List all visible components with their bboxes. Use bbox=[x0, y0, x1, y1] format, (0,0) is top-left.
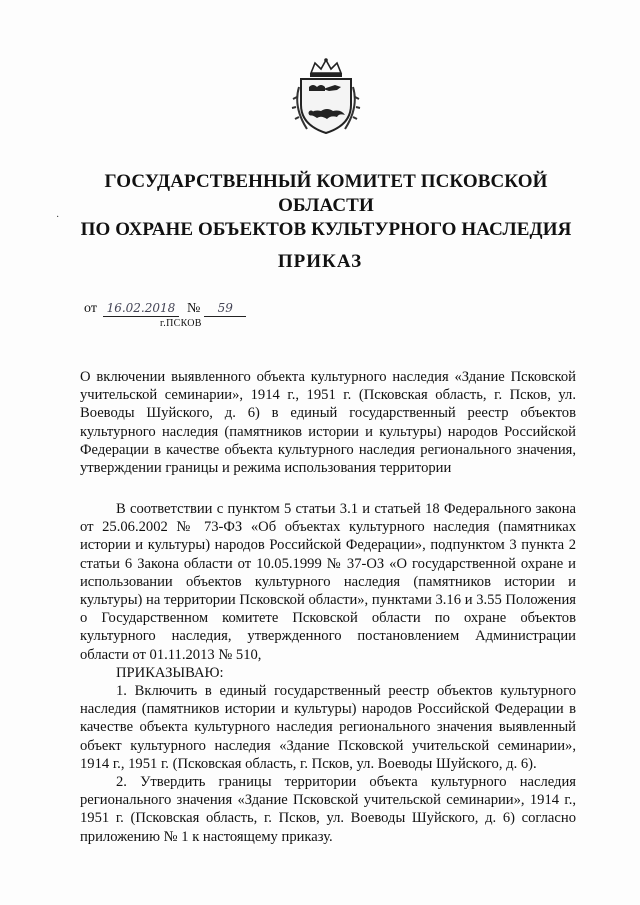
scan-speck: · bbox=[56, 212, 60, 223]
order-item-1: 1. Включить в единый государственный реестр объектов культурного наследия (памятников истории и культуры) народов Российской Федерации в качестве объекта культурного наследия регионального значения выявленный объект культурного наследия «Здание Псковской учительской семинарии», 1914 г., 1951 г. (Псковская область, г. Псков, ул. Воеводы Шуйского, д. 6). bbox=[80, 683, 576, 772]
preamble-paragraph: В соответствии с пунктом 5 статьи 3.1 и статьей 18 Федерального закона от 25.06.2002 № 73-ФЗ «Об объектах культурного наследия (памятниках истории и культуры) народов Российской Федерации», подпунктом 3 пункта 2 статьи 6 Закона области от 10.05.1999 № 37-ОЗ «О государственной охране и использовании объектов культурного наследия (памятников истории и культуры) на территории Псковской области», пунктами 3.16 и 3.55 Положения о Государственном комитете Псковской области по охране объектов культурного наследия, утвержденного постановлением Администрации области от 01.11.2013 № 510, bbox=[80, 501, 576, 663]
order-verb: ПРИКАЗЫВАЮ: bbox=[116, 664, 224, 681]
date-field: 16.02.2018 bbox=[103, 301, 179, 317]
document-type-title: ПРИКАЗ bbox=[277, 251, 363, 272]
order-subject: О включении выявленного объекта культурного наследия «Здание Псковской учительской семинарии», 1914 г., 1951 г. (Псковская область, г. Псков, ул. Воеводы Шуйского, д. 6) в единый государственный реестр объектов культурного наследия (памятников истории и культуры) народов Российской Федерации в качестве объекта культурного наследия регионального значения, утверждении границы и режима использования территории bbox=[80, 369, 576, 477]
pskov-coat-of-arms-icon bbox=[291, 57, 361, 135]
organization-title-line2: ПО ОХРАНЕ ОБЪЕКТОВ КУЛЬТУРНОГО НАСЛЕДИЯ bbox=[80, 219, 572, 240]
order-body bbox=[80, 500, 576, 846]
date-prefix: от bbox=[84, 301, 97, 316]
organization-title bbox=[60, 170, 592, 242]
city-label: г.ПСКОВ bbox=[160, 318, 202, 329]
number-field: 59 bbox=[204, 301, 246, 317]
number-prefix: № bbox=[186, 301, 201, 316]
order-item-2: 2. Утвердить границы территории объекта культурного наследия регионального значения «Здание Псковской учительской семинарии», 1914 г., 1951 г. (Псковская область, г. Псков, ул. Воеводы Шуйского, д. 6) согласно приложению № 1 к настоящему приказу. bbox=[80, 774, 576, 845]
date-number-line bbox=[84, 301, 246, 317]
organization-title-line1: ГОСУДАРСТВЕННЫЙ КОМИТЕТ ПСКОВСКОЙ ОБЛАСТИ bbox=[104, 171, 548, 216]
